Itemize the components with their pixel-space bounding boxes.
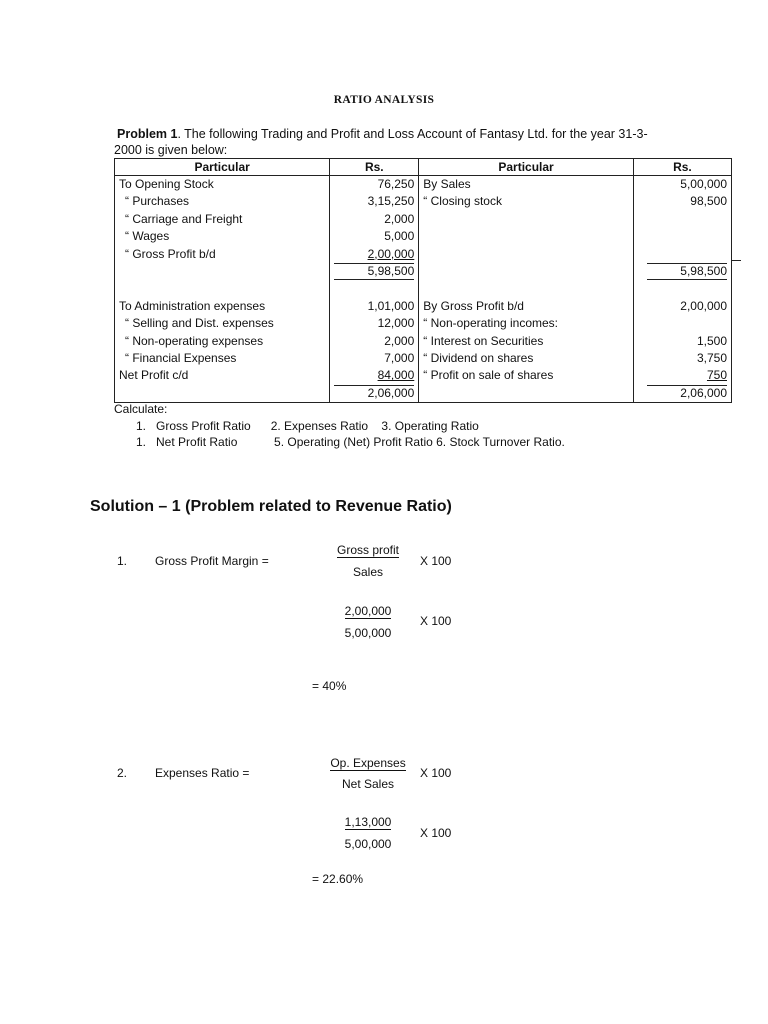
table-row xyxy=(115,367,732,384)
amount: 2,000 xyxy=(384,333,415,348)
multiplier: X 100 xyxy=(420,826,452,840)
problem-label: Problem 1 xyxy=(117,127,178,141)
particular: To Opening Stock xyxy=(119,177,214,191)
amount: 5,000 xyxy=(384,229,415,244)
amount-cell xyxy=(330,193,419,210)
particular: Net Profit c/d xyxy=(119,368,189,383)
particular: “ Financial Expenses xyxy=(125,351,237,366)
particular-cell xyxy=(115,367,330,384)
amount-cell xyxy=(330,280,419,297)
problem-text-2: 2000 is given below: xyxy=(114,143,228,157)
table-row xyxy=(115,211,732,228)
multiplier: X 100 xyxy=(420,554,452,568)
numerator: Gross profit xyxy=(336,543,399,557)
page-title: RATIO ANALYSIS xyxy=(333,94,435,106)
particular: “ Closing stock xyxy=(423,194,502,209)
result: = 22.60% xyxy=(312,872,364,886)
amount-cell xyxy=(633,333,731,350)
particular: “ Interest on Securities xyxy=(423,333,544,348)
numerator: Op. Expenses xyxy=(330,756,406,770)
amount: 2,00,000 xyxy=(680,298,727,313)
amount: 76,250 xyxy=(377,177,415,191)
amount-cell xyxy=(633,246,731,263)
amount: 3,750 xyxy=(696,351,727,366)
particular-cell xyxy=(419,228,634,245)
particular-cell xyxy=(419,385,634,403)
amount: 2,06,000 xyxy=(647,385,727,401)
amount-cell xyxy=(330,211,419,228)
item-number: 2. xyxy=(117,766,128,780)
amount-cell xyxy=(330,315,419,332)
table-row xyxy=(115,350,732,367)
particular: By Sales xyxy=(423,177,471,191)
table-row xyxy=(115,228,732,245)
denominator: Net Sales xyxy=(341,777,395,791)
amount-cell xyxy=(633,263,731,280)
amount: 1,500 xyxy=(696,333,727,348)
amount-cell xyxy=(330,385,419,403)
amount: 3,15,250 xyxy=(367,194,415,209)
amount-cell xyxy=(633,228,731,245)
table-row xyxy=(115,280,732,297)
multiplier: X 100 xyxy=(420,614,452,628)
amount-cell xyxy=(633,211,731,228)
amount-cell xyxy=(330,228,419,245)
denominator: 5,00,000 xyxy=(344,626,392,640)
particular: By Gross Profit b/d xyxy=(423,298,524,313)
header-particular: Particular xyxy=(419,159,634,176)
amount: 5,98,500 xyxy=(334,263,414,280)
numerator: 1,13,000 xyxy=(344,815,392,829)
amount: 750 xyxy=(706,368,727,383)
solution-heading: Solution – 1 (Problem related to Revenue Ratio) xyxy=(90,498,452,515)
particular-cell xyxy=(115,315,330,332)
table-row xyxy=(115,298,732,315)
amount-cell xyxy=(330,176,419,194)
amount-cell xyxy=(633,193,731,210)
particular-cell xyxy=(115,298,330,315)
account-table xyxy=(114,158,732,403)
particular-cell xyxy=(419,263,634,280)
denominator: Sales xyxy=(352,565,384,579)
particular-cell xyxy=(419,367,634,384)
calculate-line: 1. Gross Profit Ratio 2. Expenses Ratio 3. Operating Ratio xyxy=(136,419,479,433)
particular-cell xyxy=(419,350,634,367)
particular-cell xyxy=(115,385,330,403)
numerator: 2,00,000 xyxy=(344,604,392,618)
amount: 98,500 xyxy=(690,194,727,209)
result: = 40% xyxy=(312,679,347,693)
header-rs: Rs. xyxy=(633,159,731,176)
calculate-line: 1. Net Profit Ratio 5. Operating (Net) Profit Ratio 6. Stock Turnover Ratio. xyxy=(136,435,565,449)
table-row xyxy=(115,176,732,194)
table-row xyxy=(115,333,732,350)
amount-cell xyxy=(330,367,419,384)
amount-cell xyxy=(633,367,731,384)
table-row xyxy=(115,263,732,280)
header-particular: Particular xyxy=(115,159,330,176)
amount: 1,01,000 xyxy=(367,298,415,313)
amount-cell xyxy=(330,350,419,367)
problem-statement xyxy=(117,127,648,141)
particular-cell xyxy=(115,263,330,280)
amount: 2,06,000 xyxy=(334,385,414,401)
particular: “ Wages xyxy=(125,229,170,244)
amount: 5,00,000 xyxy=(680,177,727,191)
particular-cell xyxy=(419,333,634,350)
particular: “ Gross Profit b/d xyxy=(125,246,216,261)
amount-cell xyxy=(330,298,419,315)
particular: “ Profit on sale of shares xyxy=(423,368,554,383)
header-rs: Rs. xyxy=(330,159,419,176)
particular: “ Dividend on shares xyxy=(423,351,534,366)
multiplier: X 100 xyxy=(420,766,452,780)
amount-cell xyxy=(633,315,731,332)
amount: 7,000 xyxy=(384,351,415,366)
particular: “ Purchases xyxy=(125,194,190,209)
particular-cell xyxy=(419,211,634,228)
particular-cell xyxy=(419,193,634,210)
particular-cell xyxy=(115,211,330,228)
formula-label: Gross Profit Margin = xyxy=(155,554,269,568)
particular: “ Non-operating expenses xyxy=(125,333,264,348)
particular-cell xyxy=(419,246,634,263)
amount-cell xyxy=(633,385,731,403)
formula-label: Expenses Ratio = xyxy=(155,766,250,780)
particular-cell xyxy=(419,298,634,315)
table-row xyxy=(115,385,732,403)
problem-text: . The following Trading and Profit and Loss Account of Fantasy Ltd. for the year 31-3- xyxy=(177,127,648,141)
particular-cell xyxy=(419,280,634,297)
particular: “ Non-operating incomes: xyxy=(423,316,559,331)
particular: To Administration expenses xyxy=(119,298,266,313)
item-number: 1. xyxy=(117,554,128,568)
calculate-block xyxy=(114,402,565,449)
particular-cell xyxy=(115,280,330,297)
particular-cell xyxy=(419,176,634,194)
particular-cell xyxy=(115,228,330,245)
particular-cell xyxy=(115,193,330,210)
particular-cell xyxy=(115,176,330,194)
particular: “ Carriage and Freight xyxy=(125,211,243,226)
amount-cell xyxy=(633,280,731,297)
amount-cell xyxy=(330,263,419,280)
particular-cell xyxy=(419,315,634,332)
particular: “ Selling and Dist. expenses xyxy=(125,316,274,331)
amount-cell xyxy=(330,333,419,350)
amount-cell xyxy=(633,350,731,367)
amount: 12,000 xyxy=(377,316,415,331)
denominator: 5,00,000 xyxy=(344,837,392,851)
particular-cell xyxy=(115,246,330,263)
amount-cell xyxy=(633,298,731,315)
table-row xyxy=(115,246,732,263)
amount: 5,98,500 xyxy=(647,263,727,280)
calculate-label: Calculate: xyxy=(114,402,168,416)
amount: 84,000 xyxy=(377,368,415,383)
amount: 2,000 xyxy=(384,211,415,226)
table-row xyxy=(115,193,732,210)
particular-cell xyxy=(115,333,330,350)
amount: 2,00,000 xyxy=(367,246,415,261)
amount-cell xyxy=(330,246,419,263)
amount-cell xyxy=(633,176,731,194)
table-row xyxy=(115,315,732,332)
stray-line xyxy=(731,260,741,261)
particular-cell xyxy=(115,350,330,367)
